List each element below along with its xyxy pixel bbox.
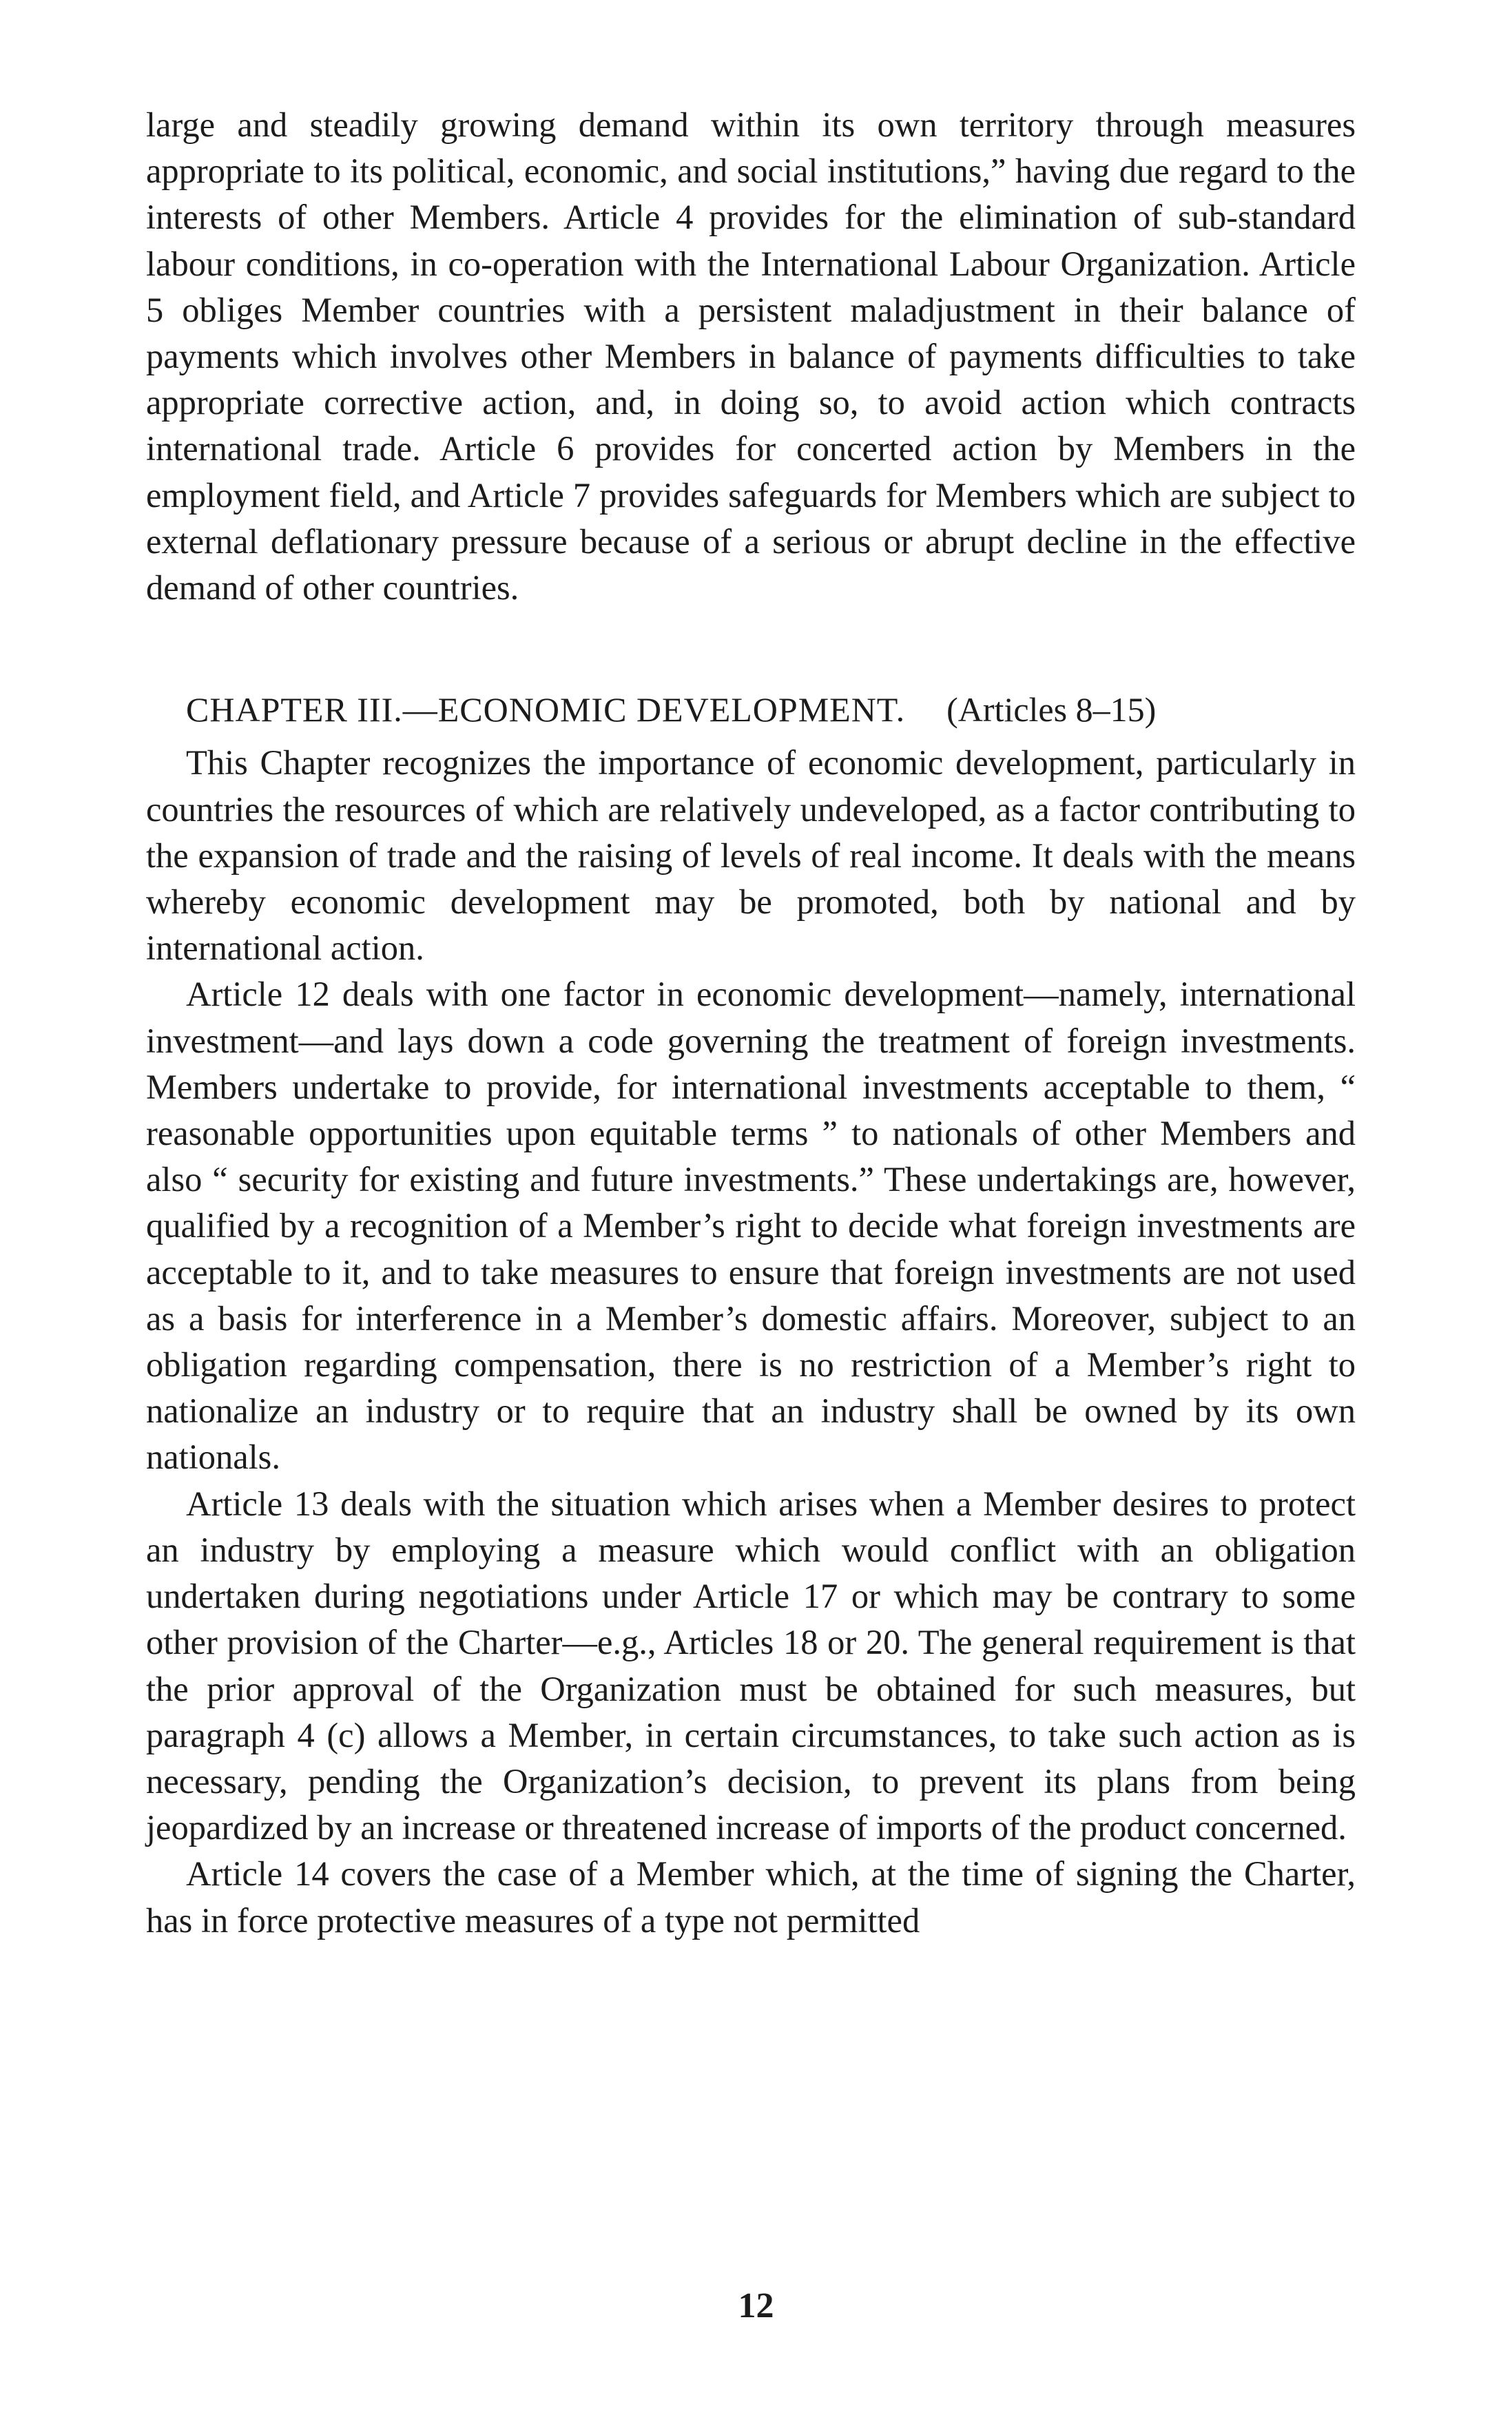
page-number: 12 — [738, 2286, 774, 2325]
chapter-articles: (Articles 8–15) — [946, 690, 1157, 729]
paragraph: This Chapter recognizes the importance of economic development, particularly in countries the resources of which are relatively undeveloped, as a factor contributing to the expansion of trade and the raising of levels of real income. It deals with the means whereby economic development may be promoted, both by national and by international action. — [146, 743, 1356, 968]
chapter-heading — [186, 687, 1356, 733]
paragraph-continuation: large and steadily growing demand within its own territory through measures appropriate to its political, economic, and social institutions,” having due regard to the interests of other Members. Article 4 provides for the elimination of sub-standard labour conditions, in co-operation with the International Labour Organization. Article 5 obliges Member countries with a persistent maladjustment in their balance of payments which involves other Members in balance of payments difficulties to take appropriate corrective action, and, in doing so, to avoid action which contracts international trade. Article 6 provides for concerted action by Members in the employment field, and Article 7 provides safeguards for Members which are subject to external deflationary pressure because of a serious or abrupt decline in the effective demand of other countries. — [146, 105, 1356, 608]
page-body — [146, 102, 1356, 1944]
chapter-title: CHAPTER III.—ECONOMIC DEVELOPMENT. — [186, 690, 906, 729]
paragraph: Article 12 deals with one factor in economic development—namely, international investment—and lays down a code governing the treatment of foreign investments. Members undertake to provide, for international investments acceptable to them, “ reasonable opportunities upon equitable terms ” to nationals of other Members and also “ security for existing and future investments.” These undertakings are, however, qualified by a recognition of a Member’s right to decide what foreign investments are acceptable to it, and to take measures to ensure that foreign investments are not used as a basis for interference in a Member’s domestic affairs. Moreover, subject to an obligation regarding compensation, there is no restriction of a Member’s right to nationalize an industry or to require that an industry shall be owned by its own nationals. — [146, 975, 1356, 1477]
paragraph: Article 13 deals with the situation which arises when a Member desires to protect an industry by employing a measure which would conflict with an obligation undertaken during negotiations under Article 17 or which may be contrary to some other provision of the Charter—e.g., Articles 18 or 20. The general requirement is that the prior approval of the Organization must be obtained for such measures, but paragraph 4 (c) allows a Member, in certain circumstances, to take such action as is necessary, pending the Organization’s decision, to prevent its plans from being jeopardized by an increase or threatened increase of imports of the product concerned. — [146, 1484, 1356, 1847]
paragraph: Article 14 covers the case of a Member which, at the time of signing the Charter, has in force protective measures of a type not permitted — [146, 1854, 1356, 1940]
